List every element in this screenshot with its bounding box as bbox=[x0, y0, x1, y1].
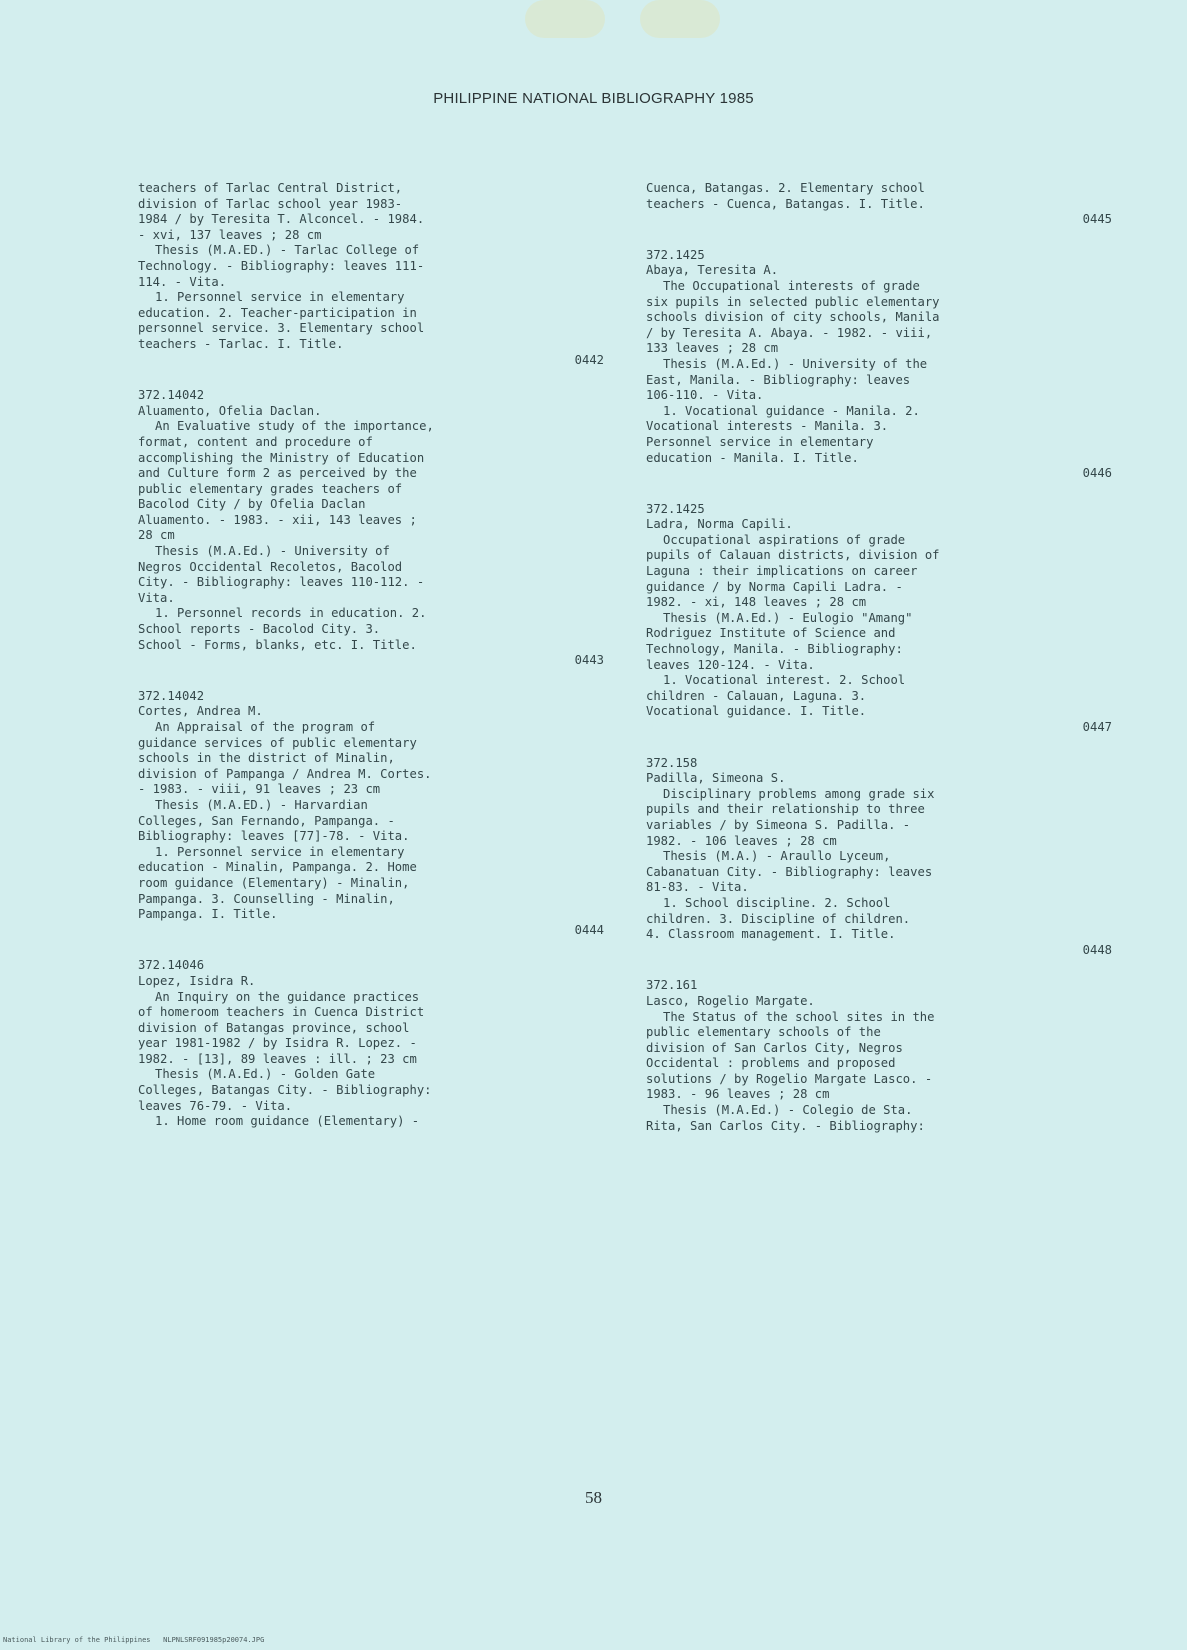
classification-number: 372.14042 bbox=[138, 388, 205, 403]
bibliography-entry bbox=[138, 181, 608, 368]
title-statement-line: Aluamento. - 1983. - xii, 143 leaves ; bbox=[138, 512, 417, 527]
subject-tracing-line: Pampanga. 3. Counselling - Minalin, bbox=[138, 891, 395, 906]
title-statement-line: format, content and procedure of bbox=[138, 434, 373, 449]
subject-tracing-line: 1. Personnel service in elementary bbox=[155, 290, 405, 305]
entry-heading: Lasco, Rogelio Margate. bbox=[646, 993, 815, 1008]
entry-heading: Cortes, Andrea M. bbox=[138, 704, 263, 719]
title-statement-line: An Evaluative study of the importance, bbox=[155, 419, 434, 434]
title-statement-line: accomplishing the Ministry of Education bbox=[138, 450, 425, 465]
bibliography-entry bbox=[646, 181, 1116, 228]
entry-text-line: 1984 / by Teresita T. Alconcel. - 1984. bbox=[138, 212, 425, 227]
page-title: PHILIPPINE NATIONAL BIBLIOGRAPHY 1985 bbox=[433, 90, 754, 107]
title-statement-line: variables / by Simeona S. Padilla. - bbox=[646, 817, 911, 832]
title-statement-line: of homeroom teachers in Cuenca District bbox=[138, 1005, 425, 1020]
entry-text-line: - xvi, 137 leaves ; 28 cm bbox=[138, 227, 322, 242]
subject-tracing-line: teachers - Tarlac. I. Title. bbox=[138, 336, 344, 351]
entry-heading: Abaya, Teresita A. bbox=[646, 263, 779, 278]
title-statement-line: Disciplinary problems among grade six bbox=[663, 786, 935, 801]
subject-tracing-line: 4. Classroom management. I. Title. bbox=[646, 927, 896, 942]
right-column bbox=[646, 181, 1116, 1154]
subject-tracing-line: 1. Personnel service in elementary bbox=[155, 844, 405, 859]
title-statement-line: Occidental : problems and proposed bbox=[646, 1056, 896, 1071]
title-statement-line: The Status of the school sites in the bbox=[663, 1009, 935, 1024]
bibliography-entry bbox=[646, 978, 1116, 1134]
subject-tracing-line: 1. School discipline. 2. School bbox=[663, 895, 891, 910]
bibliography-entry bbox=[646, 248, 1116, 482]
page-number: 58 bbox=[585, 1488, 602, 1507]
title-statement-line: public elementary schools of the bbox=[646, 1025, 881, 1040]
thesis-note-line: Negros Occidental Recoletos, Bacolod bbox=[138, 559, 403, 574]
bibliography-entry bbox=[138, 958, 608, 1130]
subject-tracing-line: education - Manila. I. Title. bbox=[646, 450, 859, 465]
thesis-note-line: Colleges, Batangas City. - Bibliography: bbox=[138, 1083, 432, 1098]
entry-text-line: division of Tarlac school year 1983- bbox=[138, 196, 403, 211]
thesis-note-line: Thesis (M.A.Ed.) - Eulogio "Amang" bbox=[663, 610, 913, 625]
subject-tracing-line: 1. Personnel records in education. 2. bbox=[155, 606, 427, 621]
thesis-note-line: Colleges, San Fernando, Pampanga. - bbox=[138, 813, 395, 828]
classification-number: 372.161 bbox=[646, 978, 698, 993]
thesis-note-line: Thesis (M.A.Ed.) - University of bbox=[155, 544, 390, 559]
title-statement-line: division of San Carlos City, Negros bbox=[646, 1040, 903, 1055]
classification-number: 372.1425 bbox=[646, 501, 705, 516]
entry-text-line: teachers - Cuenca, Batangas. I. Title. bbox=[646, 196, 925, 211]
bibliography-entry bbox=[138, 388, 608, 669]
subject-tracing-line: room guidance (Elementary) - Minalin, bbox=[138, 875, 410, 890]
bibliography-entry bbox=[646, 502, 1116, 736]
title-statement-line: Occupational aspirations of grade bbox=[663, 532, 906, 547]
thesis-note-line: leaves 120-124. - Vita. bbox=[646, 657, 815, 672]
entry-heading: Padilla, Simeona S. bbox=[646, 771, 786, 786]
subject-tracing-line: personnel service. 3. Elementary school bbox=[138, 321, 425, 336]
entry-number: 0448 bbox=[1082, 942, 1112, 957]
bibliography-entry bbox=[138, 689, 608, 939]
title-statement-line: An Appraisal of the program of bbox=[155, 720, 376, 734]
thesis-note-line: 81-83. - Vita. bbox=[646, 880, 749, 895]
title-statement-line: division of Batangas province, school bbox=[138, 1020, 410, 1035]
subject-tracing-line: Personnel service in elementary bbox=[646, 434, 874, 449]
footer-credit: National Library of the Philippines NLPNLSRF091985p20074.JPG bbox=[3, 1636, 265, 1644]
thesis-note-line: City. - Bibliography: leaves 110-112. - bbox=[138, 575, 425, 590]
title-statement-line: 1982. - [13], 89 leaves : ill. ; 23 cm bbox=[138, 1051, 417, 1066]
subject-tracing-line: 1. Vocational interest. 2. School bbox=[663, 673, 906, 688]
subject-tracing-line: 1. Vocational guidance - Manila. 2. bbox=[663, 403, 920, 418]
thesis-note-line: Rita, San Carlos City. - Bibliography: bbox=[646, 1118, 925, 1133]
entry-number: 0446 bbox=[1082, 466, 1112, 481]
subject-tracing-line: education. 2. Teacher-participation in bbox=[138, 305, 417, 320]
title-statement-line: / by Teresita A. Abaya. - 1982. - viii, bbox=[646, 325, 933, 340]
title-statement-line: Laguna : their implications on career bbox=[646, 564, 918, 579]
title-statement-line: The Occupational interests of grade bbox=[663, 278, 920, 293]
thesis-note-line: Thesis (M.A.Ed.) - Golden Gate bbox=[155, 1067, 376, 1082]
classification-number: 372.14042 bbox=[138, 688, 205, 703]
title-statement-line: 1982. - 106 leaves ; 28 cm bbox=[646, 833, 837, 848]
thesis-note-line: Thesis (M.A.ED.) - Harvardian bbox=[155, 797, 368, 812]
subject-tracing-line: School reports - Bacolod City. 3. bbox=[138, 622, 381, 637]
thesis-note-line: Rodriguez Institute of Science and bbox=[646, 626, 896, 641]
entry-heading: Ladra, Norma Capili. bbox=[646, 517, 793, 532]
entry-heading: Lopez, Isidra R. bbox=[138, 973, 256, 988]
thesis-note-line: Vita. bbox=[138, 590, 175, 605]
title-statement-line: guidance services of public elementary bbox=[138, 735, 417, 750]
subject-tracing-line: children. 3. Discipline of children. bbox=[646, 911, 911, 926]
subject-tracing-line: Vocational interests - Manila. 3. bbox=[646, 419, 889, 434]
thesis-note-line: Technology, Manila. - Bibliography: bbox=[646, 642, 903, 657]
title-statement-line: public elementary grades teachers of bbox=[138, 481, 403, 496]
thesis-note-line: Thesis (M.A.Ed.) - University of the bbox=[663, 356, 928, 371]
subject-tracing-line: 1. Home room guidance (Elementary) - bbox=[155, 1114, 420, 1129]
entry-number: 0442 bbox=[574, 352, 604, 367]
title-statement-line: six pupils in selected public elementary bbox=[646, 294, 940, 309]
subject-tracing-line: Vocational guidance. I. Title. bbox=[646, 704, 867, 719]
subject-tracing-line: children - Calauan, Laguna. 3. bbox=[646, 688, 867, 703]
thesis-note-line: 114. - Vita. bbox=[138, 274, 227, 289]
title-statement-line: division of Pampanga / Andrea M. Cortes. bbox=[138, 766, 432, 781]
subject-tracing-line: Pampanga. I. Title. bbox=[138, 907, 278, 922]
title-statement-line: An Inquiry on the guidance practices bbox=[155, 989, 420, 1004]
entry-heading: Aluamento, Ofelia Daclan. bbox=[138, 403, 322, 418]
thesis-note-line: leaves 76-79. - Vita. bbox=[138, 1098, 293, 1113]
title-statement-line: pupils of Calauan districts, division of bbox=[646, 548, 940, 563]
title-statement-line: solutions / by Rogelio Margate Lasco. - bbox=[646, 1071, 933, 1086]
title-statement-line: pupils and their relationship to three bbox=[646, 802, 925, 817]
title-statement-line: 133 leaves ; 28 cm bbox=[646, 341, 779, 356]
classification-number: 372.1425 bbox=[646, 247, 705, 262]
classification-number: 372.14046 bbox=[138, 958, 205, 973]
title-statement-line: 1983. - 96 leaves ; 28 cm bbox=[646, 1087, 830, 1102]
title-statement-line: guidance / by Norma Capili Ladra. - bbox=[646, 579, 903, 594]
thesis-note-line: Thesis (M.A.Ed.) - Colegio de Sta. bbox=[663, 1103, 913, 1118]
thesis-note-line: Technology. - Bibliography: leaves 111- bbox=[138, 258, 425, 273]
thesis-note-line: East, Manila. - Bibliography: leaves bbox=[646, 372, 911, 387]
entry-text-line: teachers of Tarlac Central District, bbox=[138, 181, 403, 195]
title-statement-line: schools in the district of Minalin, bbox=[138, 751, 395, 766]
entry-text-line: Cuenca, Batangas. 2. Elementary school bbox=[646, 181, 925, 195]
title-statement-line: schools division of city schools, Manila bbox=[646, 310, 940, 325]
entry-number: 0445 bbox=[1082, 212, 1112, 227]
scan-smudge bbox=[640, 0, 720, 38]
thesis-note-line: 106-110. - Vita. bbox=[646, 388, 764, 403]
title-statement-line: Bacolod City / by Ofelia Daclan bbox=[138, 497, 366, 512]
title-statement-line: - 1983. - viii, 91 leaves ; 23 cm bbox=[138, 782, 381, 797]
scan-smudge bbox=[525, 0, 605, 38]
title-statement-line: 28 cm bbox=[138, 528, 175, 543]
subject-tracing-line: education - Minalin, Pampanga. 2. Home bbox=[138, 860, 417, 875]
title-statement-line: and Culture form 2 as perceived by the bbox=[138, 466, 417, 481]
thesis-note-line: Thesis (M.A.ED.) - Tarlac College of bbox=[155, 243, 420, 258]
bibliography-entry bbox=[646, 756, 1116, 959]
entry-number: 0443 bbox=[574, 653, 604, 668]
thesis-note-line: Thesis (M.A.) - Araullo Lyceum, bbox=[663, 849, 891, 864]
subject-tracing-line: School - Forms, blanks, etc. I. Title. bbox=[138, 637, 417, 652]
entry-number: 0444 bbox=[574, 922, 604, 937]
left-column bbox=[138, 181, 608, 1150]
title-statement-line: year 1981-1982 / by Isidra R. Lopez. - bbox=[138, 1036, 417, 1051]
classification-number: 372.158 bbox=[646, 755, 698, 770]
thesis-note-line: Cabanatuan City. - Bibliography: leaves bbox=[646, 864, 933, 879]
entry-number: 0447 bbox=[1082, 720, 1112, 734]
thesis-note-line: Bibliography: leaves [77]-78. - Vita. bbox=[138, 829, 410, 844]
title-statement-line: 1982. - xi, 148 leaves ; 28 cm bbox=[646, 595, 867, 610]
